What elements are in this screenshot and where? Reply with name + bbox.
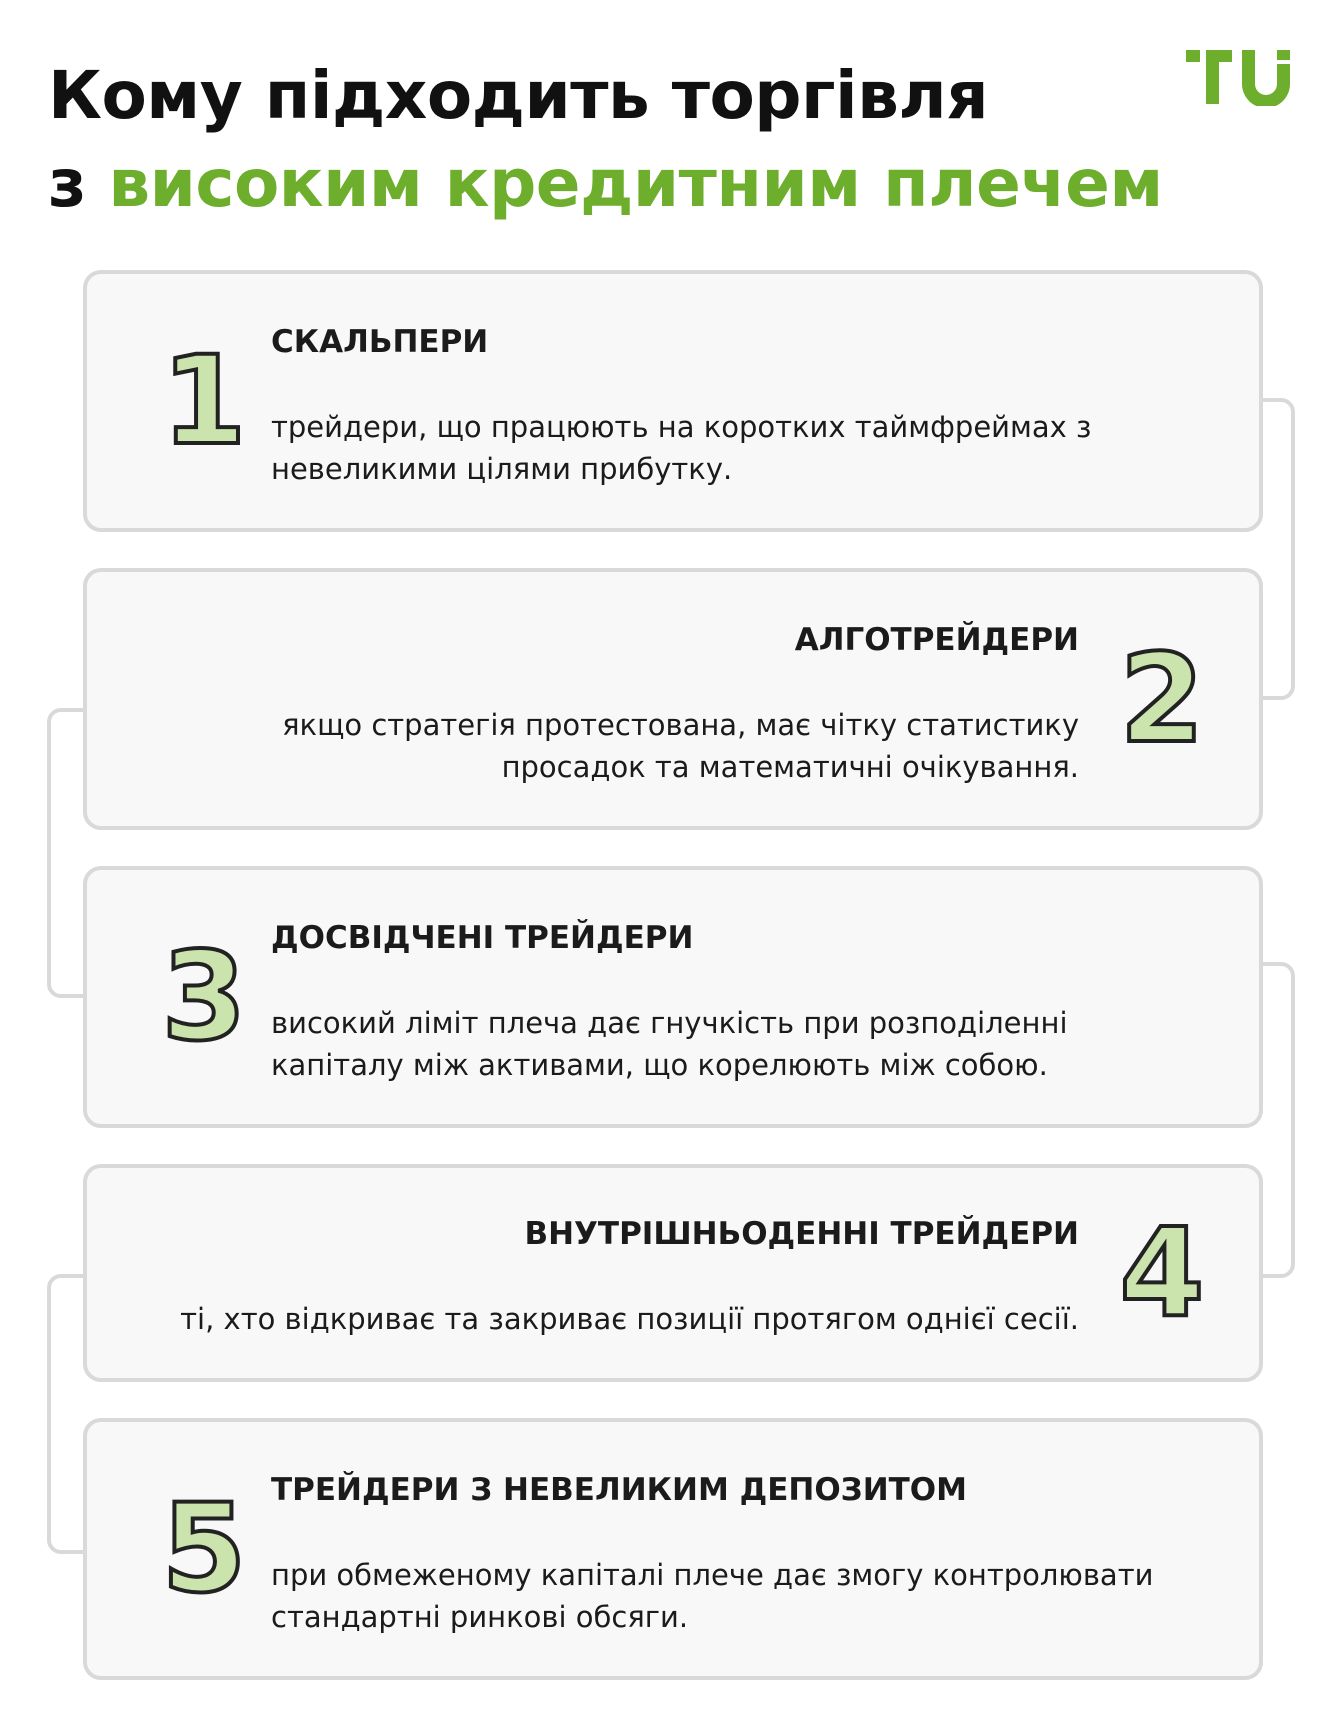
- title-line-1: Кому підходить торгівля: [48, 57, 989, 134]
- title-prefix: з: [48, 145, 109, 222]
- card-intraday-traders: [83, 1164, 1263, 1382]
- number-1: 1: [161, 330, 247, 472]
- number-3: 3: [161, 926, 247, 1068]
- card-title: ДОСВІДЧЕНІ ТРЕЙДЕРИ: [271, 920, 694, 956]
- card-content: [271, 1470, 1211, 1638]
- number-4: 4: [1119, 1202, 1205, 1344]
- card-content: [127, 620, 1079, 788]
- card-description: трейдери, що працюють на коротких таймфреймах з невеликими цілями прибутку.: [271, 410, 1092, 486]
- card-title: СКАЛЬПЕРИ: [271, 324, 489, 360]
- card-content: [271, 918, 1211, 1086]
- title-accent: високим кредитним плечем: [108, 145, 1163, 222]
- number-5: 5: [161, 1478, 247, 1620]
- card-content: [271, 322, 1211, 490]
- card-title: ВНУТРІШНЬОДЕННІ ТРЕЙДЕРИ: [524, 1216, 1079, 1252]
- card-description: при обмеженому капіталі плече дає змогу контролювати стандартні ринкові обсяги.: [271, 1558, 1154, 1634]
- card-small-deposit-traders: [83, 1418, 1263, 1680]
- card-description: якщо стратегія протестована, має чітку статистику просадок та математичні очікування.: [282, 708, 1079, 784]
- card-algotraders: [83, 568, 1263, 830]
- card-title: АЛГОТРЕЙДЕРИ: [794, 622, 1079, 658]
- card-description: високий ліміт плеча дає гнучкість при розподіленні капіталу між активами, що корелюють між собою.: [271, 1006, 1068, 1082]
- card-content: [127, 1214, 1079, 1340]
- card-experienced-traders: [83, 866, 1263, 1128]
- card-description: ті, хто відкриває та закриває позиції протягом однієї сесії.: [180, 1302, 1079, 1336]
- card-title: ТРЕЙДЕРИ З НЕВЕЛИКИМ ДЕПОЗИТОМ: [271, 1472, 967, 1508]
- number-2: 2: [1119, 628, 1205, 770]
- card-scalpers: [83, 270, 1263, 532]
